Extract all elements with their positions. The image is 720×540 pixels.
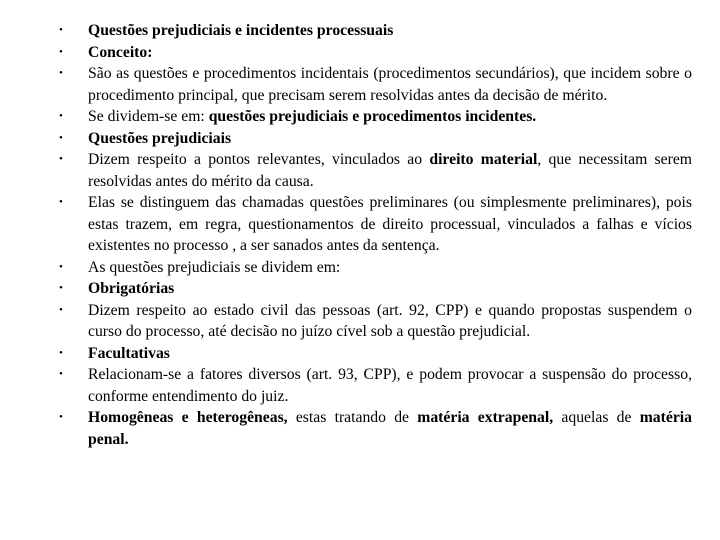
body-text: As questões prejudiciais se dividem em:	[88, 258, 341, 276]
emphasis-text: matéria extrapenal,	[417, 409, 554, 426]
heading-text: Conceito:	[88, 43, 153, 61]
bullet-list	[59, 20, 692, 450]
bullet-item	[59, 257, 692, 279]
bullet-marker: •	[59, 110, 63, 122]
bullet-marker: •	[59, 411, 63, 423]
bullet-marker: •	[59, 131, 63, 144]
bullet-item	[59, 343, 692, 365]
bullet-marker: •	[59, 368, 63, 380]
bullet-item	[59, 63, 692, 106]
heading-text: Facultativas	[88, 344, 170, 362]
body-text: Relacionam-se a fatores diversos (art. 93, CPP), e podem provocar a suspensão do processo, conforme entendimento do juiz.	[88, 366, 692, 405]
body-text: estas tratando de	[287, 409, 418, 426]
heading-text: Questões prejudiciais e incidentes processuais	[88, 22, 394, 39]
bullet-item	[59, 149, 692, 192]
heading-text: Obrigatórias	[88, 280, 175, 297]
body-text: , que necessitam serem resolvidas antes do mérito da causa.	[88, 151, 692, 190]
bullet-item	[59, 106, 692, 128]
emphasis-text: Homogêneas e heterogêneas,	[88, 409, 288, 426]
emphasis-text: questões prejudiciais e procedimentos incidentes.	[208, 108, 537, 125]
bullet-marker: •	[59, 196, 63, 208]
bullet-item	[59, 42, 692, 64]
bullet-item	[59, 300, 692, 343]
body-text: aquelas de	[553, 409, 640, 426]
bullet-item	[59, 364, 692, 407]
bullet-marker: •	[59, 24, 63, 36]
body-text: Dizem respeito ao estado civil das pessoas (art. 92, CPP) e quando propostas suspendem o curso do processo, até decisão no juízo cível sob a questão prejudicial.	[88, 301, 692, 340]
body-text: Dizem respeito a pontos relevantes, vinculados ao	[88, 151, 430, 168]
emphasis-text: matéria penal.	[88, 409, 692, 448]
bullet-marker: •	[59, 260, 63, 273]
bullet-item	[59, 407, 692, 450]
bullet-marker: •	[59, 303, 63, 316]
body-text: Elas se distinguem das chamadas questões preliminares (ou simplesmente preliminares), pois estas trazem, em regra, questionamentos de direito processual, vinculados a falhas e vícios existentes no processo , a ser sanados antes da sentença.	[88, 194, 692, 254]
bullet-item	[59, 20, 692, 42]
body-text: São as questões e procedimentos incidentais (procedimentos secundários), que incidem sobre o procedimento principal, que precisam serem resolvidas antes da decisão de mérito.	[88, 65, 692, 104]
bullet-marker: •	[59, 282, 63, 294]
bullet-item	[59, 128, 692, 150]
body-text: Se dividem-se em:	[88, 108, 209, 125]
bullet-item	[59, 192, 692, 257]
bullet-marker: •	[59, 67, 63, 79]
bullet-marker: •	[59, 153, 63, 165]
heading-text: Questões prejudiciais	[88, 129, 232, 147]
bullet-item	[59, 278, 692, 300]
emphasis-text: direito material	[429, 151, 538, 168]
bullet-marker: •	[59, 346, 63, 359]
bullet-marker: •	[59, 45, 63, 58]
